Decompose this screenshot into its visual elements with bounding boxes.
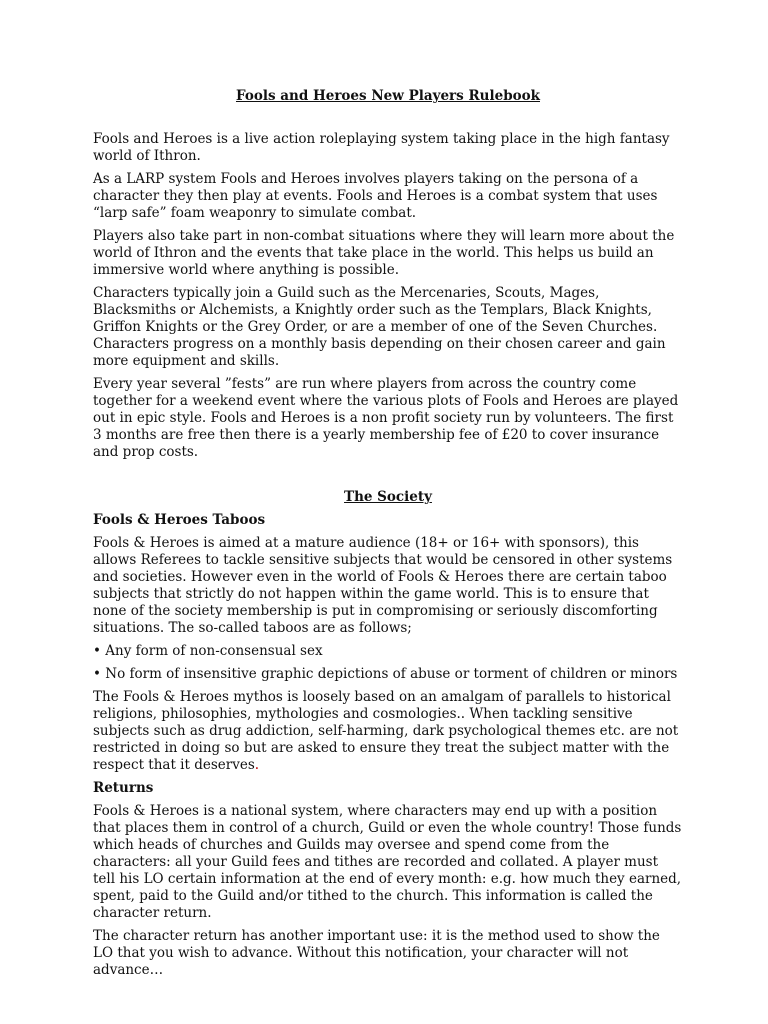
mythos-text: The Fools & Heroes mythos is loosely based on an amalgam of parallels to historical religions, philosophies, mythologies and cosmologies.. When tackling sensitive subjects such as drug addiction, self-harming, dark psychological themes etc. are not restricted in doing so but are asked to ensure they treat the subject matter with the respect that it deserves	[93, 689, 679, 773]
mythos-end-mark: .	[254, 757, 260, 773]
intro-paragraph-4: Characters typically join a Guild such as the Mercenaries, Scouts, Mages, Blacksmiths or Alchemists, a Knightly order such as the Templars, Black Knights, Griffon Knights or the Grey Order, or are a member of one of the Seven Churches. Characters progress on a monthly basis depending on their chosen career and gain more equipment and skills.	[93, 285, 666, 369]
returns-paragraph-1: Fools & Heroes is a national system, where characters may end up with a position that places them in control of a church, Guild or even the whole country! Those funds which heads of churches and Guilds may oversee and spend come from the characters: all your Guild fees and tithes are recorded and collated. A player must tell his LO certain information at the end of every month: e.g. how much they earned, spent, paid to the Guild and/or tithed to the church. This information is called the character return.	[93, 803, 682, 921]
intro-paragraph-2: As a LARP system Fools and Heroes involves players taking on the persona of a character they then play at events. Fools and Heroes is a combat system that uses “larp safe” foam weaponry to simulate combat.	[93, 171, 658, 221]
taboos-heading: Fools & Heroes Taboos	[93, 512, 266, 528]
document-title: Fools and Heroes New Players Rulebook	[235, 88, 540, 104]
society-section-title: The Society	[344, 489, 432, 505]
document-page	[93, 88, 683, 985]
returns-heading: Returns	[93, 780, 154, 796]
returns-paragraph-2: The character return has another important use: it is the method used to show the LO that you wish to advance. Without this notification, your character will not advance…	[93, 928, 660, 978]
taboo-bullet-2: • No form of insensitive graphic depictions of abuse or torment of children or minors	[93, 666, 678, 682]
intro-paragraph-1: Fools and Heroes is a live action roleplaying system taking place in the high fantasy world of Ithron.	[93, 131, 670, 164]
taboos-intro-paragraph: Fools & Heroes is aimed at a mature audience (18+ or 16+ with sponsors), this allows Referees to tackle sensitive subjects that would be censored in other systems and societies. However even in the world of Fools & Heroes there are certain taboo subjects that strictly do not happen within the game world. This is to ensure that none of the society membership is put in compromising or seriously discomforting situations. The so-called taboos are as follows;	[93, 535, 673, 636]
intro-paragraph-5: Every year several ”fests” are run where players from across the country come together for a weekend event where the various plots of Fools and Heroes are played out in epic style. Fools and Heroes is a non profit society run by volunteers. The first 3 months are free then there is a yearly membership fee of £20 to cover insurance and prop costs.	[93, 376, 679, 460]
intro-paragraph-3: Players also take part in non-combat situations where they will learn more about the world of Ithron and the events that take place in the world. This helps us build an immersive world where anything is possible.	[93, 228, 675, 278]
taboo-bullet-1: • Any form of non-consensual sex	[93, 643, 323, 659]
mythos-paragraph	[93, 689, 683, 774]
